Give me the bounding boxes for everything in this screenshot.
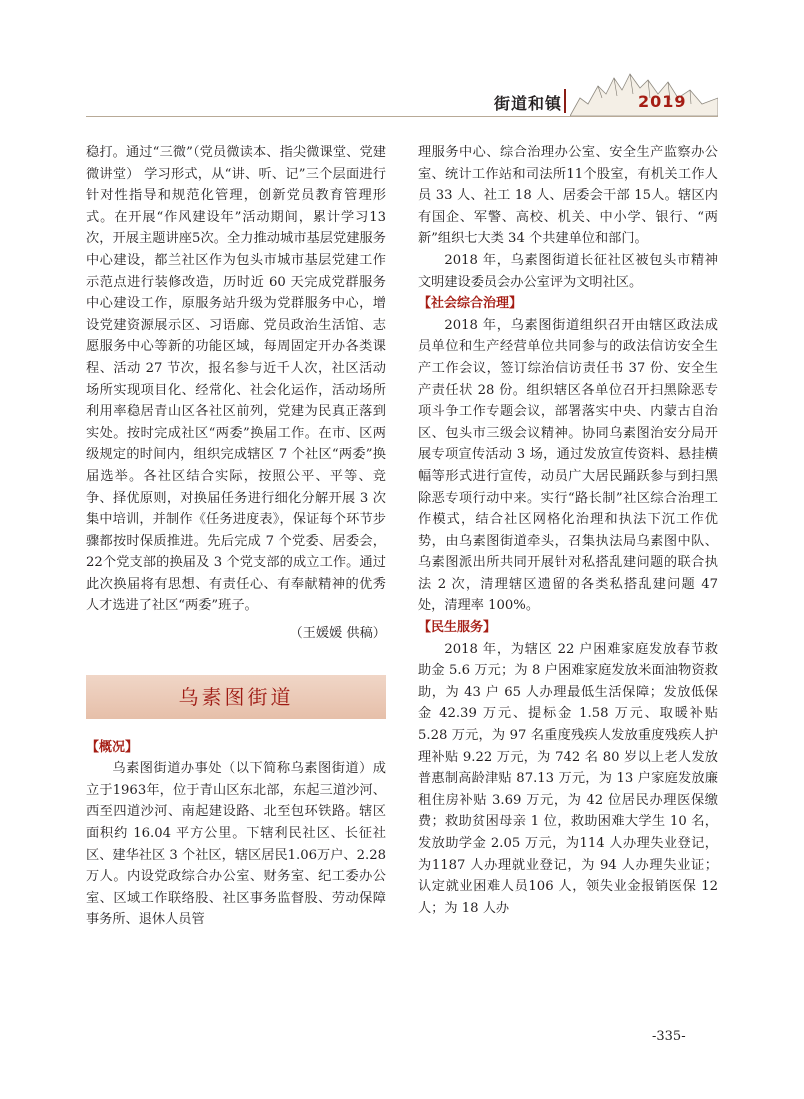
- author-credit: （王媛媛 供稿）: [289, 626, 386, 642]
- welfare-heading: 【民生服务】: [418, 620, 497, 636]
- header-divider: [564, 89, 566, 113]
- page-number: -335-: [652, 1029, 686, 1044]
- governance-heading: 【社会综合治理】: [418, 296, 523, 312]
- running-header: [86, 68, 718, 120]
- paragraph: 2018 年，乌素图街道组织召开由辖区政法成员单位和生产经营单位共同参与的政法信访安全生产工作会议，签订综治信访责任书 37 份、安全生产责任状 28 份。组织辖区各单位召开扫黑除恶专项斗争工作专题会议，部署落实中央、内蒙古自治区、包头市三级会议精神。协同乌素图治安分局开展专项宣传活动 3 场，通过发放宣传资料、悬挂横幅等形式进行宣传，动员广大居民踊跃参与到扫黑除恶专项行动中来。实行“路长制”社区综合治理工作模式，结合社区网格化治理和执法下沉工作优势，由乌素图街道牵头，召集执法局乌素图中队、乌素图派出所共同开展针对私搭乱建问题的联合执法 2 次，清理辖区遗留的各类私搭乱建问题 47 处，清理率 100%。: [418, 317, 718, 614]
- header-rule: [86, 116, 718, 117]
- header-section-title: 街道和镇: [494, 94, 563, 113]
- paragraph: 乌素图街道办事处（以下简称乌素图街道）成立于1963年，位于青山区东北部，东起三道沙河、西至四道沙河、南起建设路、北至包环铁路。辖区面积约 16.04 平方公里。下辖利民社区、长征社区、建华社区 3 个社区，辖区居民1.06万户、2.28万人。内设党政综合办公室、财务室、纪工委办公室、区域工作联络股、社区事务监督股、劳动保障事务所、退休人员管: [86, 761, 386, 928]
- paragraph: 2018 年，乌素图街道长征社区被包头市精神文明建设委员会办公室评为文明社区。: [418, 252, 718, 290]
- paragraph: 2018 年，为辖区 22 户困难家庭发放春节救助金 5.6 万元；为 8 户困难家庭发放米面油物资救助，为 43 户 65 人办理最低生活保障；发放低保金 42.39 万元、提标金 1.58 万元、取暖补贴 5.28 万元，为 97 名重度残疾人发放重度残疾人护理补贴 9.22 万元，为 742 名 80 岁以上老人发放普惠制高龄津贴 87.13 万元，为 13 户家庭发放廉租住房补贴 3.69 万元，为 42 位居民办理医保缴费；救助贫困母亲 1 位，救助困难大学生 10 名，发放助学金 2.05 万元，为114 人办理失业登记，为1187 人办理就业登记，为 94 人办理失业证；认定就业困难人员106 人，领失业金报销医保 12 人；为 18 人办: [418, 641, 718, 916]
- paragraph: 理服务中心、综合治理办公室、安全生产监察办公室、统计工作站和司法所11个股室，有机关工作人员 33 人、社工 18 人、居委会干部 15人。辖区内有国企、军警、高校、机关、中小学、银行、“两新”组织七大类 34 个共建单位和部门。: [418, 145, 718, 247]
- header-year: 2019: [638, 92, 687, 111]
- overview-heading: 【概况】: [86, 739, 139, 755]
- paragraph: 稳打。通过“三微”（党员微读本、指尖微课堂、党建微讲堂） 学习形式，从“讲、听、记”三个层面进行针对性指导和规范化管理，创新党员教育管理形式。在开展“作风建设年”活动期间，累计学习13次，开展主题讲座5次。全力推动城市基层党建服务中心建设，都兰社区作为包头市城市基层党建工作示范点进行装修改造，历时近 60 天完成党群服务中心建设工作，原服务站升级为党群服务中心，增设党建资源展示区、习语廊、党员政治生活馆、志愿服务中心等新的功能区域，每周固定开办各类课程、活动 27 节次，报名参与近千人次，社区活动场所实现项目化、经常化、社会化运作，活动场所利用率稳居青山区各社区前列，党建为民真正落到实处。按时完成社区“两委”换届工作。在市、区两级规定的时间内，组织完成辖区 7 个社区“两委”换届选举。各社区结合实际，按照公平、平等、竞争、择优原则，对换届任务进行细化分解开展 3 次集中培训，并制作《任务进度表》，保证每个环节步骤都按时保质推进。先后完成 7 个党委、居委会，22个党支部的换届及 3 个党支部的成立工作。通过此次换届将有思想、有责任心、有奉献精神的优秀人才选进了社区“两委”班子。: [86, 145, 386, 614]
- left-column: [86, 142, 386, 931]
- right-column: [418, 142, 718, 919]
- section-banner: 乌素图街道: [86, 675, 386, 719]
